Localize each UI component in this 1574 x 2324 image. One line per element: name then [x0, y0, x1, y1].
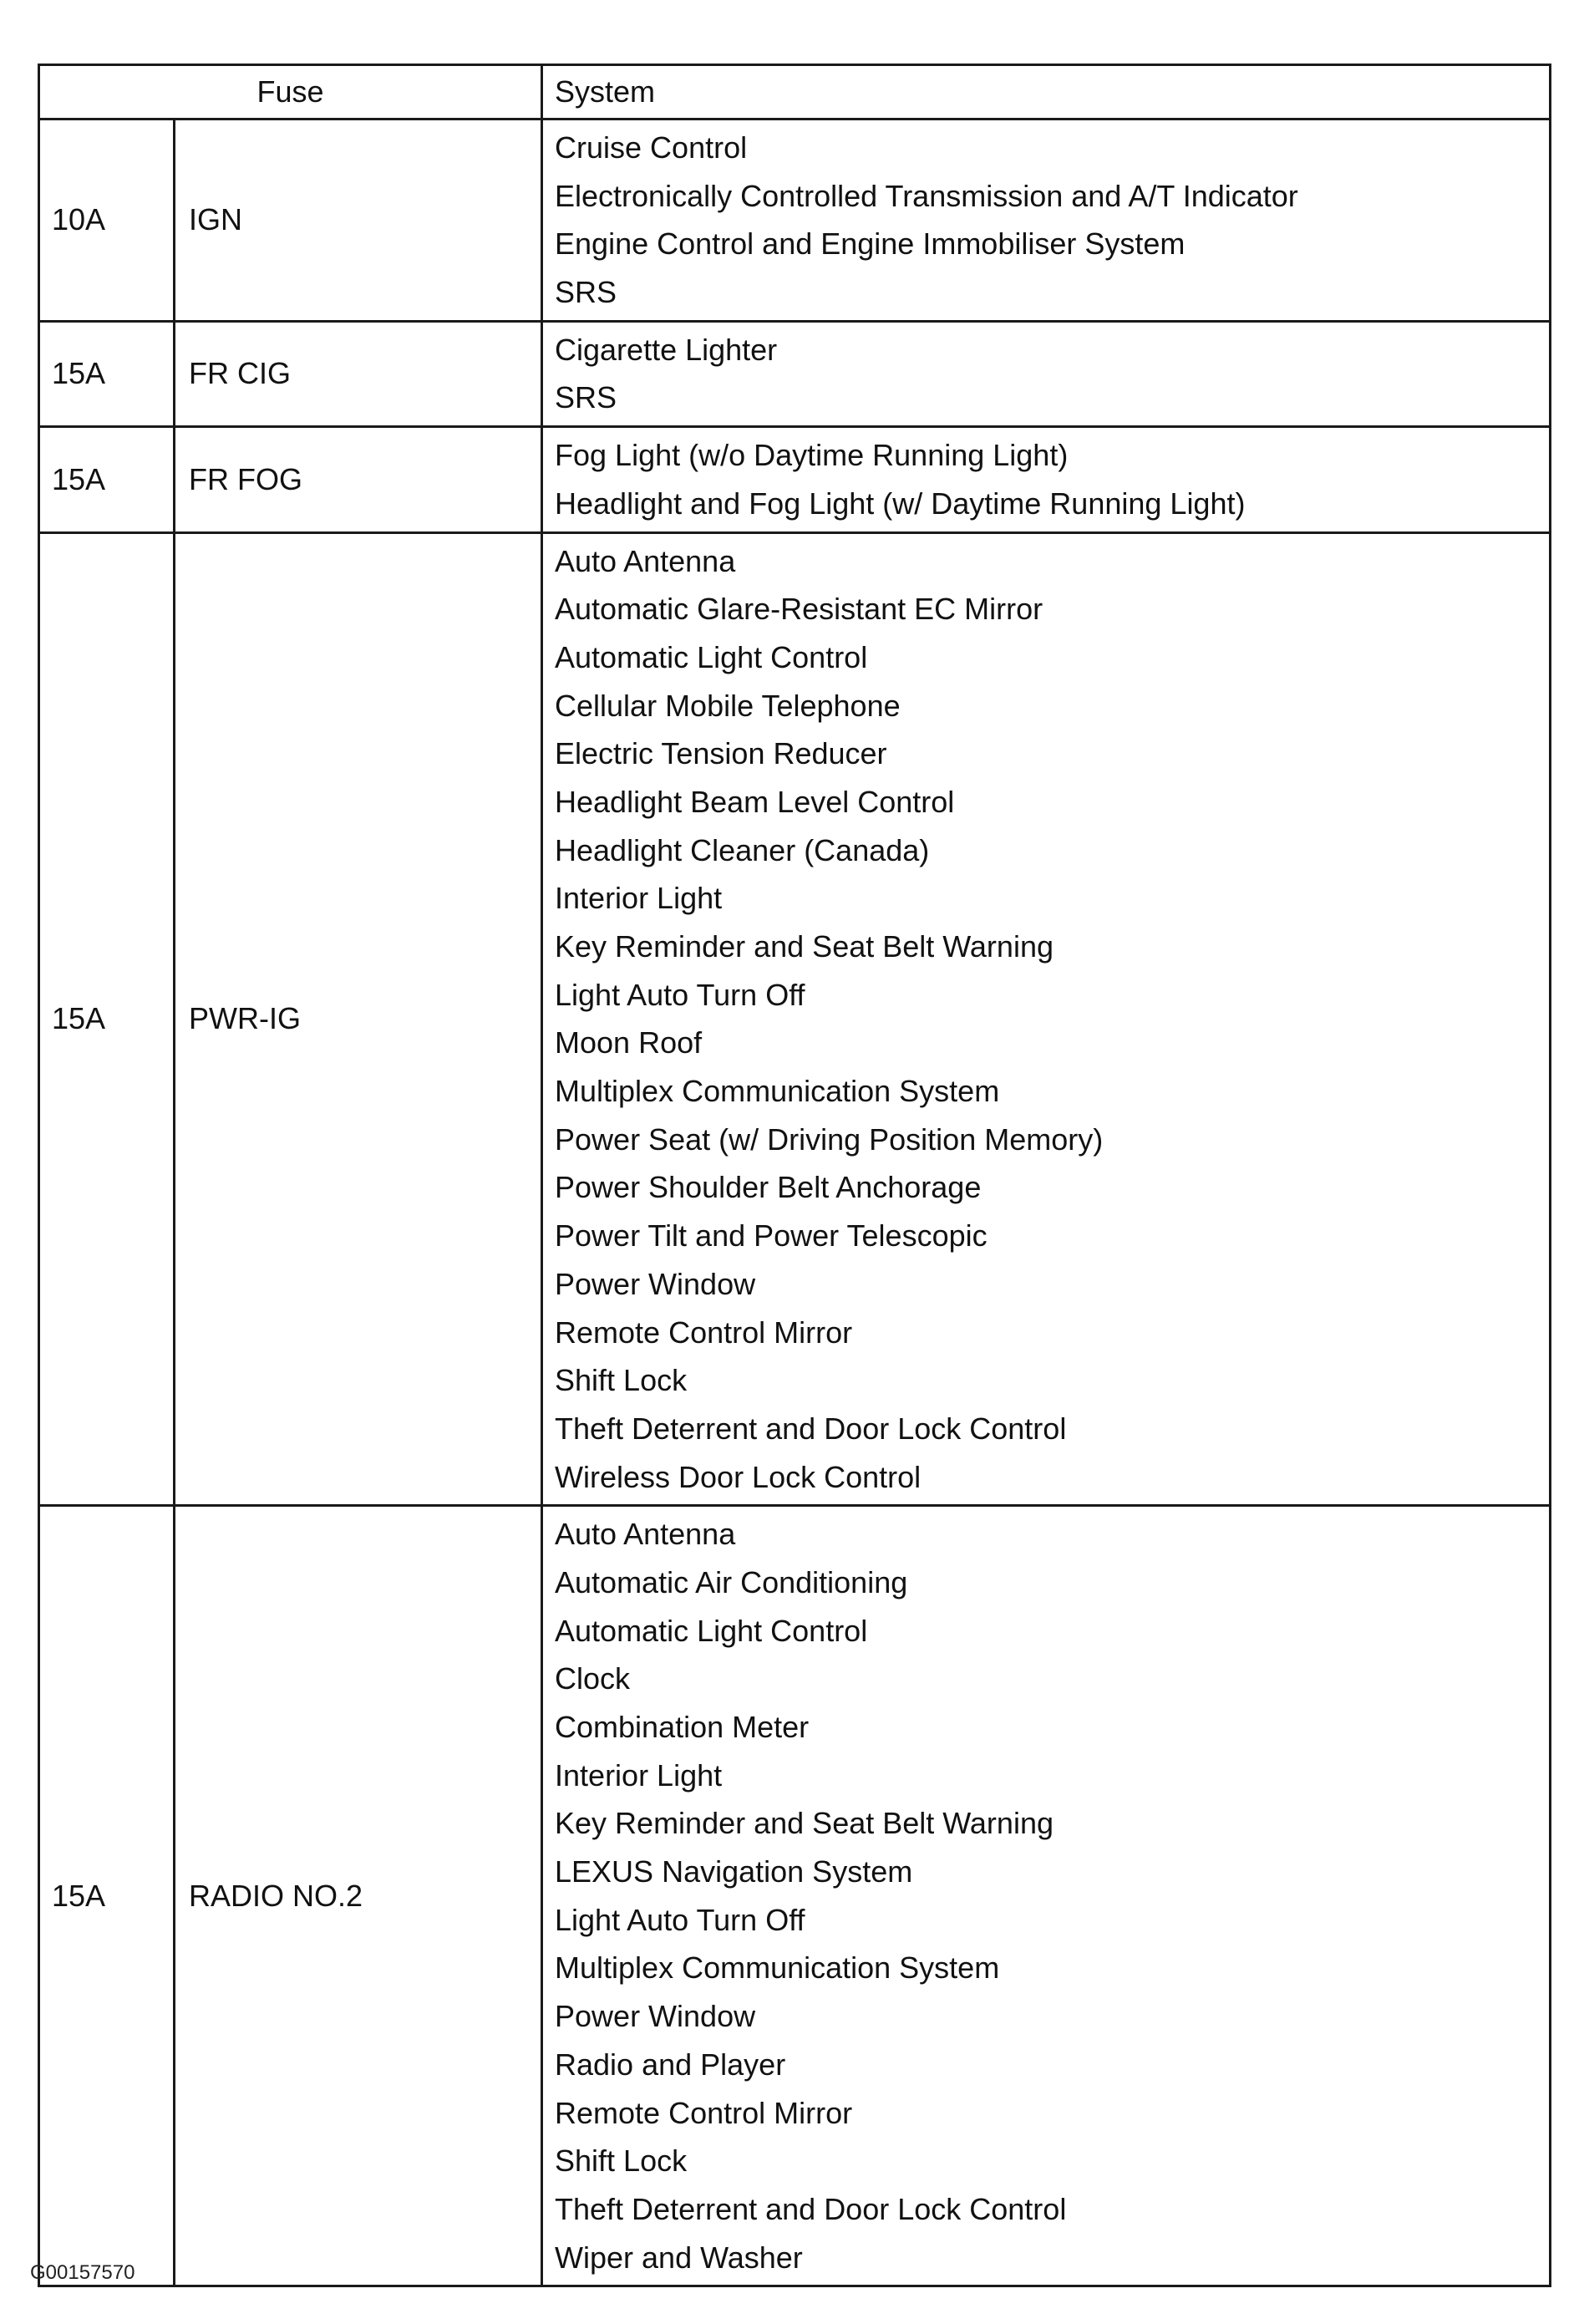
system-item: Interior Light	[555, 881, 723, 916]
system-item: Remote Control Mirror	[555, 1315, 853, 1350]
fuse-row	[39, 1506, 1551, 2286]
system-item: Moon Roof	[555, 1025, 703, 1060]
system-item: Key Reminder and Seat Belt Warning	[555, 1806, 1054, 1841]
system-item: Power Seat (w/ Driving Position Memory)	[555, 1121, 1104, 1157]
system-item: Radio and Player	[555, 2047, 786, 2082]
system-item: Electric Tension Reducer	[555, 736, 887, 771]
system-item: Electronically Controlled Transmission and A/T Indicator	[555, 178, 1298, 213]
fuse-name: FR FOG	[175, 427, 542, 532]
system-item: Shift Lock	[555, 2143, 688, 2179]
system-item: Automatic Light Control	[555, 639, 868, 674]
system-item: Theft Deterrent and Door Lock Control	[555, 2191, 1067, 2226]
system-item: Power Window	[555, 1266, 756, 1301]
system-item: Power Tilt and Power Telescopic	[555, 1218, 988, 1254]
system-item: SRS	[555, 380, 617, 415]
system-item: SRS	[555, 275, 617, 310]
system-item: Fog Light (w/o Daytime Running Light)	[555, 438, 1069, 473]
system-item: Multiplex Communication System	[555, 1950, 1000, 1986]
system-item: LEXUS Navigation System	[555, 1854, 913, 1889]
fuse-row	[39, 427, 1551, 532]
system-item: Clock	[555, 1661, 631, 1696]
system-item: Remote Control Mirror	[555, 2095, 853, 2130]
table-header-row	[39, 65, 1551, 120]
fuse-amperage: 15A	[39, 321, 175, 426]
system-list	[542, 532, 1551, 1506]
fuse-name: RADIO NO.2	[175, 1506, 542, 2286]
fuse-name: FR CIG	[175, 321, 542, 426]
fuse-amperage: 15A	[39, 427, 175, 532]
system-item: Headlight Beam Level Control	[555, 784, 955, 819]
fuse-amperage: 10A	[39, 120, 175, 322]
fuse-amperage: 15A	[39, 1506, 175, 2286]
system-item: Cigarette Lighter	[555, 332, 778, 367]
fuse-column-header: Fuse	[39, 65, 542, 120]
system-item: Engine Control and Engine Immobiliser System	[555, 226, 1186, 262]
system-item: Power Shoulder Belt Anchorage	[555, 1170, 982, 1205]
fuse-amperage: 15A	[39, 532, 175, 1506]
system-column-header: System	[542, 65, 1551, 120]
system-list	[542, 1506, 1551, 2286]
fuse-name: PWR-IG	[175, 532, 542, 1506]
system-item: Key Reminder and Seat Belt Warning	[555, 929, 1054, 964]
system-item: Auto Antenna	[555, 543, 736, 578]
system-item: Automatic Light Control	[555, 1613, 868, 1648]
system-list	[542, 321, 1551, 426]
system-item: Automatic Air Conditioning	[555, 1564, 908, 1599]
system-item: Shift Lock	[555, 1363, 688, 1398]
system-item: Light Auto Turn Off	[555, 1902, 805, 1937]
system-item: Wireless Door Lock Control	[555, 1459, 922, 1494]
fuse-row	[39, 321, 1551, 426]
system-item: Cellular Mobile Telephone	[555, 688, 901, 723]
system-item: Cruise Control	[555, 130, 748, 165]
system-item: Headlight and Fog Light (w/ Daytime Running Light)	[555, 486, 1246, 521]
system-item: Combination Meter	[555, 1710, 810, 1744]
system-item: Auto Antenna	[555, 1517, 736, 1552]
fuse-row	[39, 532, 1551, 1506]
fuse-row	[39, 120, 1551, 322]
system-item: Wiper and Washer	[555, 2240, 803, 2275]
figure-code: G00157570	[30, 2261, 135, 2284]
system-item: Light Auto Turn Off	[555, 977, 805, 1012]
system-item: Automatic Glare-Resistant EC Mirror	[555, 592, 1043, 627]
fuse-table-body	[39, 120, 1551, 2286]
fuse-system-table	[38, 64, 1551, 2287]
system-item: Power Window	[555, 1999, 756, 2034]
system-list	[542, 120, 1551, 322]
system-item: Theft Deterrent and Door Lock Control	[555, 1411, 1067, 1446]
fuse-name: IGN	[175, 120, 542, 322]
system-item: Headlight Cleaner (Canada)	[555, 832, 930, 867]
system-list	[542, 427, 1551, 532]
system-item: Interior Light	[555, 1757, 723, 1793]
system-item: Multiplex Communication System	[555, 1074, 1000, 1109]
